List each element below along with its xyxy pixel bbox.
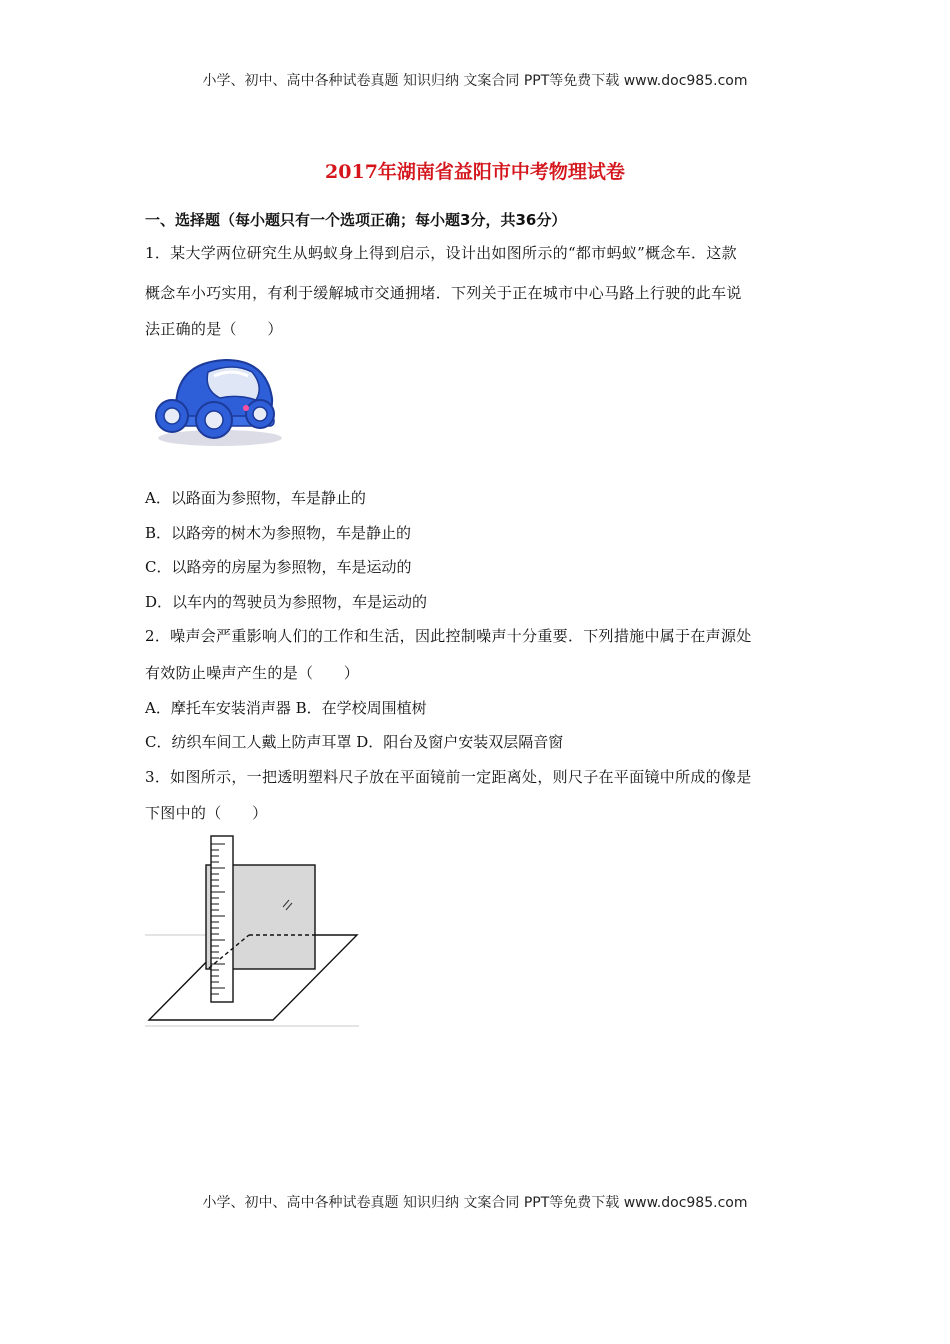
- q1-option-d: D．以车内的驾驶员为参照物，车是运动的: [145, 593, 428, 611]
- q1-line-3: 法正确的是（ ）: [145, 320, 283, 338]
- q2-line-2: 有效防止噪声产生的是（ ）: [145, 664, 360, 682]
- q1-line-2: 概念车小巧实用，有利于缓解城市交通拥堵．下列关于正在城市中心马路上行驶的此车说: [145, 284, 742, 302]
- q1-option-a: A．以路面为参照物，车是静止的: [145, 489, 366, 507]
- ruler-mirror-diagram: [143, 832, 361, 1028]
- q1-option-b: B．以路旁的树木为参照物，车是静止的: [145, 524, 412, 542]
- page-footer: 小学、初中、高中各种试卷真题 知识归纳 文案合同 PPT等免费下载 www.doc985.com: [202, 1195, 748, 1211]
- section-heading: 一、选择题（每小题只有一个选项正确；每小题3分，共36分）: [145, 211, 567, 229]
- q1-line-1: 1．某大学两位研究生从蚂蚁身上得到启示，设计出如图所示的“都市蚂蚁”概念车．这款: [145, 244, 737, 262]
- page-header: 小学、初中、高中各种试卷真题 知识归纳 文案合同 PPT等免费下载 www.doc985.com: [202, 73, 748, 89]
- q3-line-1: 3．如图所示，一把透明塑料尺子放在平面镜前一定距离处，则尺子在平面镜中所成的像是: [145, 768, 752, 786]
- concept-car-image: [148, 350, 290, 450]
- q2-option-cd: C．纺织车间工人戴上防声耳罩 D．阳台及窗户安装双层隔音窗: [145, 733, 564, 751]
- q2-line-1: 2．噪声会严重影响人们的工作和生活，因此控制噪声十分重要．下列措施中属于在声源处: [145, 627, 752, 645]
- q3-line-2: 下图中的（ ）: [145, 804, 268, 822]
- q1-option-c: C．以路旁的房屋为参照物，车是运动的: [145, 558, 412, 576]
- page-title: 2017年湖南省益阳市中考物理试卷: [325, 161, 625, 183]
- q2-option-ab: A．摩托车安装消声器 B．在学校周围植树: [145, 699, 427, 717]
